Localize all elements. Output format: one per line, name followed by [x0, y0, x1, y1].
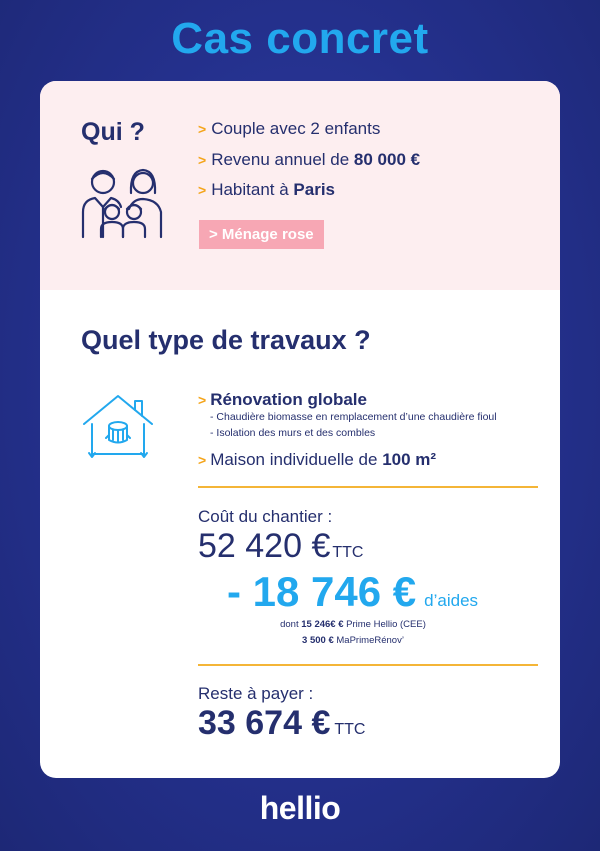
household-category-badge: > Ménage rose: [199, 220, 324, 249]
aid-detail-maprimerenov: 3 500 € MaPrimeRénov’: [302, 635, 404, 646]
total-cost-amount: 52 420 €: [198, 527, 331, 565]
aid-amount-suffix: d’aides: [424, 591, 479, 610]
total-cost: [198, 527, 363, 566]
renovation-detail: - Isolation des murs et des combles: [210, 427, 376, 439]
who-section: [40, 81, 560, 290]
chevron-icon: >: [198, 392, 207, 408]
who-bullet-city: > Habitant à Paris: [198, 180, 336, 199]
total-cost-suffix: TTC: [332, 544, 364, 561]
remaining-cost-amount: 33 674 €: [198, 704, 331, 742]
cost-label: Coût du chantier :: [198, 507, 333, 526]
aid-amount: [227, 568, 478, 616]
house-type: > Maison individuelle de 100 m²: [198, 450, 437, 469]
chevron-icon: >: [198, 182, 207, 198]
divider: [198, 486, 538, 488]
brand-logo: hellio: [259, 790, 341, 826]
remaining-cost-suffix: TTC: [334, 721, 366, 738]
who-heading: Qui ?: [81, 118, 145, 146]
remaining-label: Reste à payer :: [198, 684, 314, 703]
renovation-detail: - Chaudière biomasse en remplacement d’une chaudière fioul: [210, 411, 497, 423]
renovation-title: > Rénovation globale: [198, 390, 367, 409]
chevron-icon: >: [198, 121, 207, 137]
family-icon: [79, 165, 167, 239]
house-heating-icon: [80, 390, 156, 466]
chevron-icon: >: [198, 152, 207, 168]
aid-detail-cee: dont 15 246€ € Prime Hellio (CEE): [280, 619, 426, 630]
who-bullet-income: > Revenu annuel de 80 000 €: [198, 150, 421, 169]
aid-amount-value: - 18 746 €: [227, 568, 417, 615]
chevron-icon: >: [198, 452, 207, 468]
divider: [198, 664, 538, 666]
case-card: [40, 81, 560, 778]
remaining-cost: [198, 704, 365, 743]
who-bullet-family: > Couple avec 2 enfants: [198, 119, 381, 138]
page-title: Cas concret: [171, 14, 429, 63]
works-heading: Quel type de travaux ?: [81, 325, 371, 355]
